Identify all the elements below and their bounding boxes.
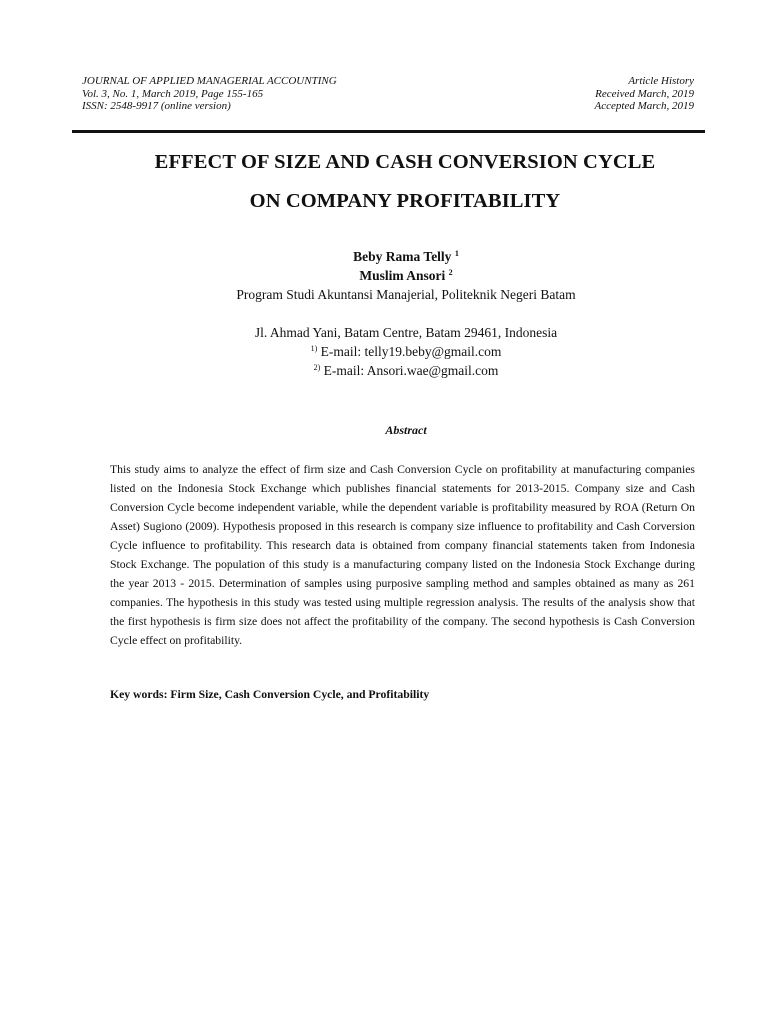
- author-2-marker: 2: [448, 268, 453, 277]
- journal-name: JOURNAL OF APPLIED MANAGERIAL ACCOUNTING: [82, 75, 337, 87]
- accepted-date: Accepted March, 2019: [594, 100, 694, 112]
- email-2: [0, 363, 768, 379]
- author-2: [0, 268, 768, 284]
- article-history: [595, 75, 694, 113]
- email-1-marker: 1): [310, 344, 318, 353]
- paper-title-line-1: EFFECT OF SIZE AND CASH CONVERSION CYCLE: [154, 151, 656, 173]
- journal-info: [82, 75, 337, 113]
- affiliation: Program Studi Akuntansi Manajerial, Politeknik Negeri Batam: [236, 287, 576, 302]
- author-1-name: Beby Rama Telly: [353, 249, 452, 264]
- email-2-marker: 2): [313, 363, 321, 372]
- paper-title-line-2: ON COMPANY PROFITABILITY: [249, 190, 561, 212]
- header-divider: [72, 130, 705, 133]
- author-2-name: Muslim Ansori: [359, 268, 446, 283]
- address: Jl. Ahmad Yani, Batam Centre, Batam 29461, Indonesia: [254, 325, 558, 340]
- received-date: Received March, 2019: [595, 87, 694, 100]
- email-1-text: E-mail: telly19.beby@gmail.com: [320, 344, 502, 359]
- author-1-marker: 1: [454, 249, 459, 258]
- article-history-label: Article History: [628, 75, 694, 87]
- author-1: [0, 249, 768, 265]
- keywords: Key words: Firm Size, Cash Conversion Cycle, and Profitability: [110, 688, 430, 701]
- abstract-body: This study aims to analyze the effect of firm size and Cash Conversion Cycle on profitability at manufacturing companies listed on the Indonesia Stock Exchange which publishes financial statements for 2013-2015. Company size and Cash Conversion Cycle become independent variable, while the dependent variable is profitability measured by ROA (Return On Asset) Sugiono (2009). Hypothesis proposed in this research is company size influence to profitability and Cash Corversion Cycle influence to profitability. This research data is obtained from company financial statements taken from Indonesia Stock Exchange. The population of this study is a manufacturing company listed on the Indonesia Stock Exchange during the year 2013 - 2015. Determination of samples using purposive sampling method and samples obtained as many as 261 companies. The hypothesis in this study was tested using multiple regression analysis. The results of the analysis show that the first hypothesis is firm size does not affect the profitability of the company. The second hypothesis is Cash Conversion Cycle effect on profitability.: [110, 463, 695, 647]
- journal-volume: Vol. 3, No. 1, March 2019, Page 155-165: [82, 87, 264, 100]
- email-2-text: E-mail: Ansori.wae@gmail.com: [323, 363, 499, 378]
- abstract-heading: Abstract: [385, 423, 427, 437]
- email-1: [0, 344, 768, 360]
- journal-issn: ISSN: 2548-9917 (online version): [82, 100, 231, 112]
